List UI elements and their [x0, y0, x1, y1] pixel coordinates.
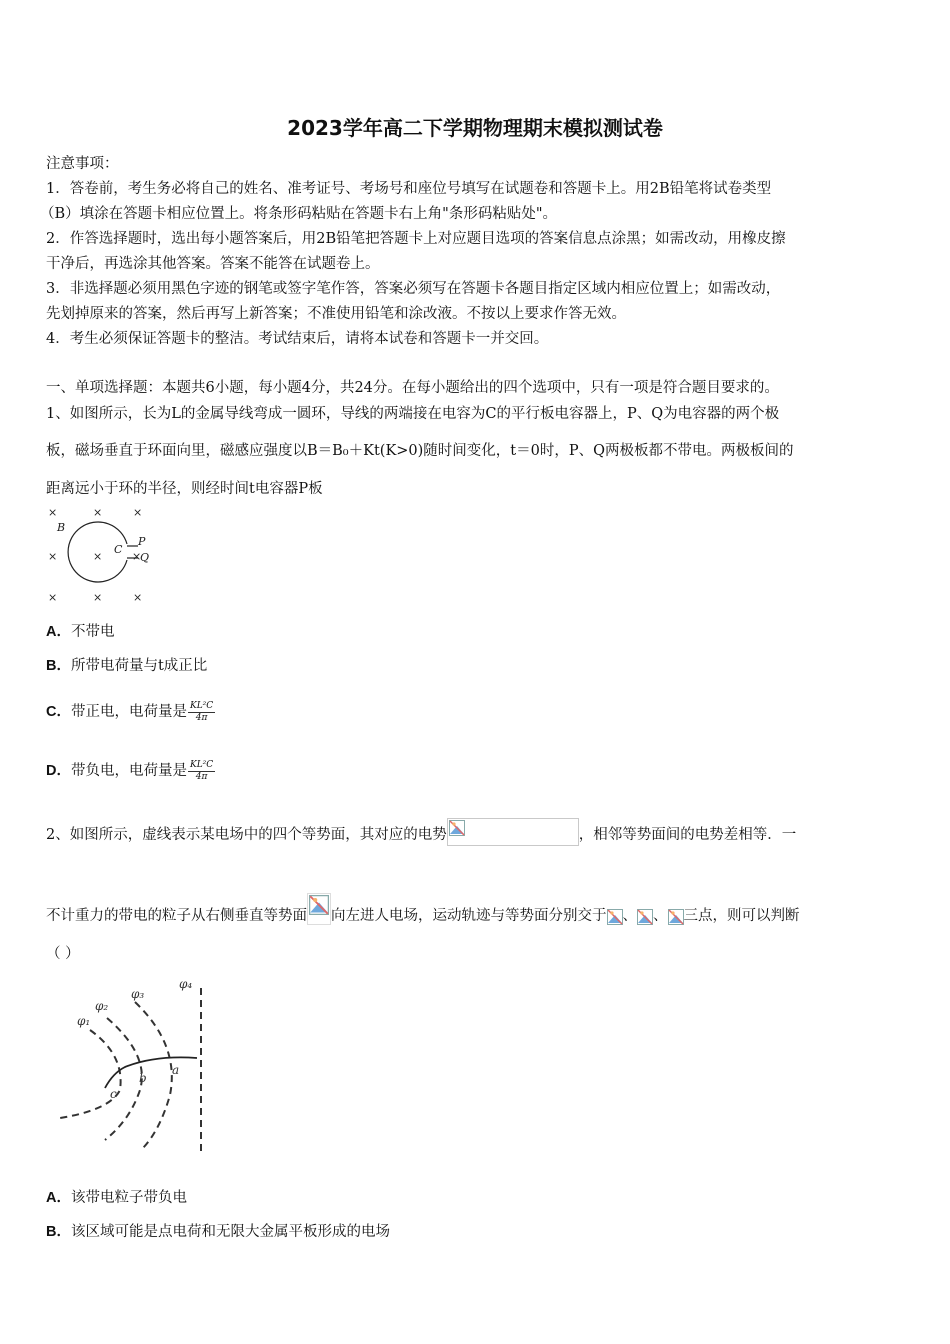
- label-a: a: [172, 1063, 180, 1077]
- notice-line: 2．作答选择题时，选出每小题答案后，用2B铅笔把答题卡上对应题目选项的答案信息点涂黑；如需改动，用橡皮擦: [46, 231, 786, 247]
- q1-stem-line: 板，磁场垂直于环面向里，磁感应强度以B＝B₀＋Kt(K>0)随时间变化，t＝0时，P、Q两极板都不带电。两极板间的: [46, 443, 794, 459]
- q2-text: 三点，则可以判断: [683, 908, 800, 924]
- field-cross: ×: [48, 550, 58, 563]
- broken-image-icon: [607, 909, 623, 925]
- option-text: 不带电: [70, 624, 115, 640]
- notice-line: 先划掉原来的答案，然后再写上新答案；不准使用铅笔和涂改液。不按以上要求作答无效。: [46, 306, 626, 322]
- q1-stem-line: 1、如图所示，长为L的金属导线弯成一圆环，导线的两端接在电容为C的平行板电容器上，P、Q为电容器的两个极: [46, 406, 780, 422]
- equipotential-line-1: [60, 1030, 121, 1118]
- option-text: 带正电，电荷量是: [70, 704, 187, 720]
- field-cross: ×: [133, 506, 143, 519]
- label-phi4: φ₄: [179, 977, 193, 991]
- q2-option-a[interactable]: [46, 1186, 187, 1207]
- label-phi3: φ₃: [131, 987, 145, 1001]
- field-cross: ×: [93, 506, 103, 519]
- q1-option-b[interactable]: [46, 654, 207, 675]
- q2-stem-line: [46, 818, 796, 844]
- q1-stem-line: 距离远小于环的半径，则经时间t电容器P板: [46, 481, 323, 497]
- q2-text: 、: [622, 908, 637, 924]
- q2-equipotential-figure: [55, 970, 225, 1160]
- field-cross: ×: [133, 591, 143, 604]
- q2-text: ，相邻等势面间的电势差相等．一: [578, 827, 797, 843]
- q2-option-b[interactable]: [46, 1220, 390, 1241]
- q2-text: 2、如图所示，虚线表示某电场中的四个等势面，其对应的电势: [46, 827, 447, 843]
- label-phi1: φ₁: [77, 1014, 91, 1028]
- option-text: 该区域可能是点电荷和无限大金属平板形成的电场: [70, 1224, 390, 1240]
- q2-answer-bracket: （ ）: [46, 946, 80, 962]
- notice-line: 4．考生必须保证答题卡的整洁。考试结束后，请将本试卷和答题卡一并交回。: [46, 331, 549, 347]
- label-p: P: [138, 535, 146, 548]
- field-cross: ×: [48, 506, 58, 519]
- q1-option-c[interactable]: [46, 700, 215, 724]
- label-c: C: [114, 543, 123, 556]
- section-heading: 一、单项选择题：本题共6小题，每小题4分，共24分。在每小题给出的四个选项中，只有一项是符合题目要求的。: [46, 380, 779, 396]
- broken-image-icon: [668, 909, 684, 925]
- option-text: 该带电粒子带负电: [70, 1190, 187, 1206]
- option-letter: B．: [46, 658, 71, 674]
- q2-stem-line: [46, 893, 800, 925]
- option-text: 所带电荷量与t成正比: [70, 658, 208, 674]
- notice-line: （B）填涂在答题卡相应位置上。将条形码粘贴在答题卡右上角"条形码粘贴处"。: [40, 206, 557, 222]
- option-letter: A．: [46, 1190, 71, 1206]
- label-b: B: [57, 521, 66, 534]
- field-cross: ×: [93, 550, 103, 563]
- notice-line: 干净后，再选涂其他答案。答案不能答在试题卷上。: [46, 256, 380, 272]
- broken-image-icon: [637, 909, 653, 925]
- charge-fraction: $\frac{\text{KL²C}}{4\pi}$: [189, 700, 214, 723]
- broken-image-icon: [447, 818, 579, 846]
- notice-heading: 注意事项：: [46, 156, 119, 172]
- q2-text: 不计重力的带电的粒子从右侧垂直等势面: [46, 908, 307, 924]
- field-cross: ×: [132, 550, 142, 563]
- q2-text: 向左进人电场，运动轨迹与等势面分别交于: [331, 908, 607, 924]
- field-cross: ×: [48, 591, 58, 604]
- label-q: Q: [140, 551, 150, 564]
- charge-fraction: $\frac{\text{KL²C}}{4\pi}$: [189, 759, 214, 782]
- page-title: 2023学年高二下学期物理期末模拟测试卷: [287, 116, 663, 140]
- q1-option-d[interactable]: [46, 759, 215, 783]
- notice-line: 1．答卷前，考生务必将自己的姓名、准考证号、考场号和座位号填写在试题卷和答题卡上。用2B铅笔将试卷类型: [46, 181, 772, 197]
- notice-line: 3．非选择题必须用黑色字迹的钢笔或签字笔作答，答案必须写在答题卡各题目指定区域内相应位置上；如需改动，: [46, 281, 781, 297]
- option-letter: B．: [46, 1224, 71, 1240]
- broken-image-icon: [307, 893, 331, 925]
- particle-trajectory: [105, 1057, 197, 1088]
- label-phi2: φ₂: [95, 999, 109, 1013]
- q1-ring-figure: [42, 502, 162, 608]
- label-c: c: [110, 1087, 117, 1101]
- q1-option-a[interactable]: [46, 620, 114, 641]
- option-letter: C．: [46, 704, 71, 720]
- option-letter: D．: [46, 763, 71, 779]
- q2-text: 、: [653, 908, 668, 924]
- label-b: b: [139, 1071, 147, 1085]
- option-letter: A．: [46, 624, 71, 640]
- option-text: 带负电，电荷量是: [70, 763, 187, 779]
- field-cross: ×: [93, 591, 103, 604]
